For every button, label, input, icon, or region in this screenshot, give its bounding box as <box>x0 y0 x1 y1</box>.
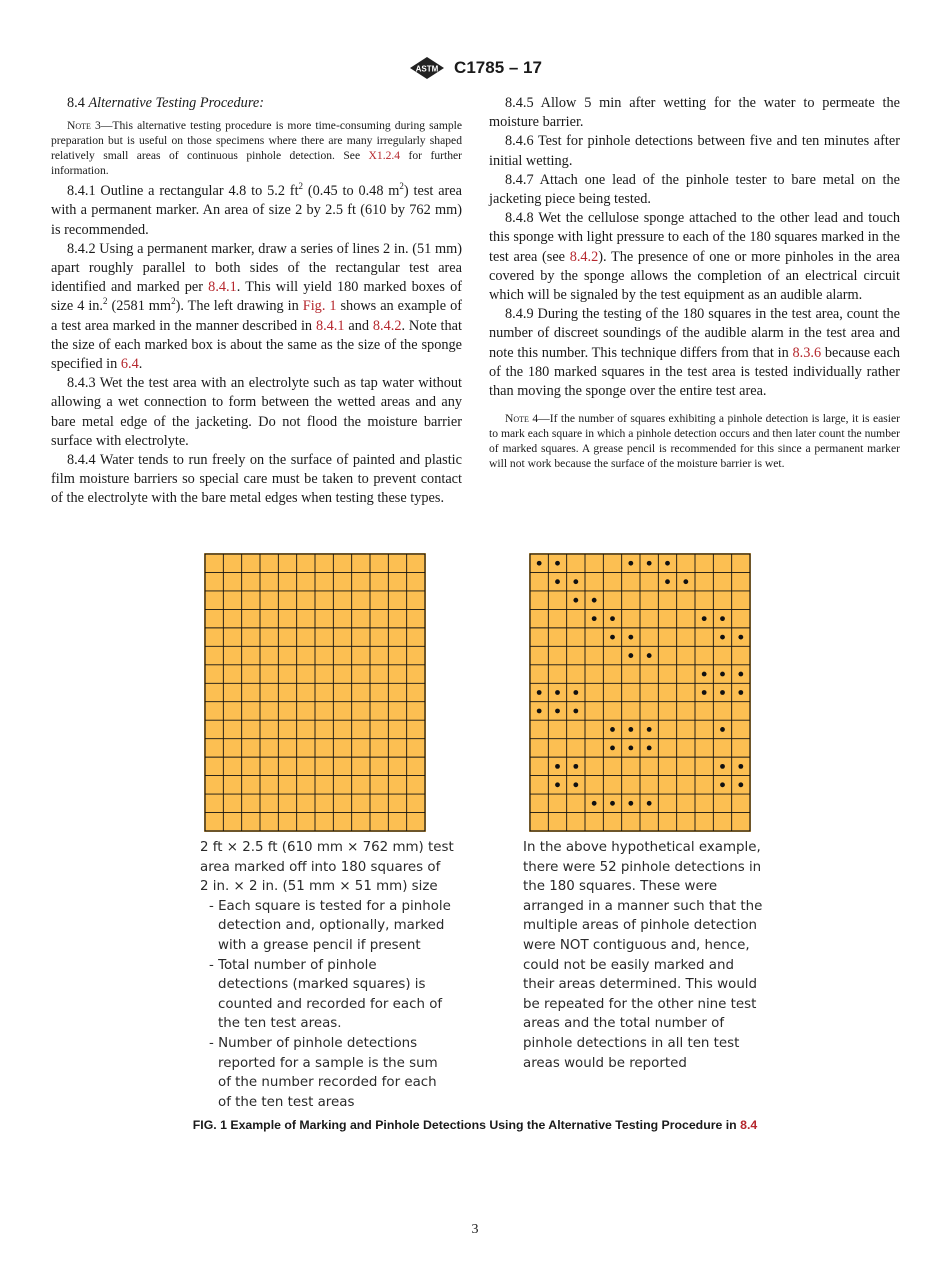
left-column <box>51 94 462 509</box>
pinhole-detection-dot <box>555 782 560 787</box>
pinhole-detection-dot <box>555 709 560 714</box>
right-caption-line: multiple areas of pinhole detection <box>523 918 758 934</box>
pinhole-detection-dot <box>573 598 578 603</box>
page-header <box>0 56 950 80</box>
left-caption-line: reported for a sample is the sum <box>218 1055 438 1071</box>
left-caption-line: the ten test areas. <box>218 1016 342 1032</box>
pinhole-detection-dot <box>720 764 725 769</box>
note-3: Note 3—This alternative testing procedure is more time-consuming during sample preparation but is useful on those specimens where there are many irregularly shaped relatively small areas of continuous pinhole detection. See X1.2.4 for further information. <box>51 119 462 178</box>
right-caption-line: In the above hypothetical example, <box>523 840 761 855</box>
pinhole-detection-dot <box>610 746 615 751</box>
pinhole-detection-dot <box>702 690 707 695</box>
pinhole-detection-dot <box>537 709 542 714</box>
pinhole-detection-dot <box>647 727 652 732</box>
pinhole-detection-dot <box>628 746 633 751</box>
pinhole-detection-dot <box>592 598 597 603</box>
left-caption-line: counted and recorded for each of <box>218 996 443 1012</box>
test-area-grid-empty <box>204 553 426 832</box>
right-caption-line: could not be easily marked and <box>523 957 734 973</box>
pinhole-detection-dot <box>573 690 578 695</box>
pinhole-detection-dot <box>665 579 670 584</box>
pinhole-detection-dot <box>720 727 725 732</box>
right-figure-caption <box>523 838 823 1073</box>
pinhole-detection-dot <box>665 561 670 566</box>
left-caption-line: detection and, optionally, marked <box>218 918 445 934</box>
pinhole-detection-dot <box>738 635 743 640</box>
link-8-4-2[interactable]: 8.4.2 <box>372 317 402 334</box>
test-area-grid-detections <box>529 553 751 832</box>
left-caption-line: 2 in. × 2 in. (51 mm × 51 mm) size <box>200 879 438 895</box>
pinhole-detection-dot <box>738 782 743 787</box>
pinhole-detection-dot <box>647 653 652 658</box>
pinhole-detection-dot <box>720 616 725 621</box>
right-caption-line: arranged in a manner such that the <box>523 898 763 914</box>
right-caption-line: areas would be reported <box>523 1055 687 1071</box>
pinhole-detection-dot <box>683 579 688 584</box>
pinhole-detection-dot <box>702 672 707 677</box>
right-column <box>489 94 900 475</box>
left-figure-caption <box>200 838 500 1112</box>
pinhole-detection-dot <box>702 616 707 621</box>
pinhole-detection-dot <box>573 764 578 769</box>
pinhole-detection-dot <box>738 764 743 769</box>
pinhole-detection-dot <box>628 561 633 566</box>
link-8-4-1[interactable]: 8.4.1 <box>208 279 237 296</box>
pinhole-detection-dot <box>720 690 725 695</box>
para-8-4-9: 8.4.9 During the testing of the 180 squares in the test area, count the number of discreet soundings of the audible alarm in the test area and note this number. This technique differs from that in 8.3.6 because each of the 180 marked squares in the test area is tested individually rather than moving the sponge over the entire test area. <box>489 306 900 400</box>
figure-1-caption: FIG. 1 Example of Marking and Pinhole Detections Using the Alternative Testing Procedure in 8.4 <box>192 1118 758 1132</box>
pinhole-detection-dot <box>555 690 560 695</box>
right-caption-line: were NOT contiguous and, hence, <box>523 937 750 953</box>
right-caption-line: the 180 squares. These were <box>523 879 718 895</box>
right-caption-line: be repeated for the other nine test <box>523 996 757 1012</box>
link-x1-2-4[interactable]: X1.2.4 <box>368 149 401 163</box>
pinhole-detection-dot <box>537 561 542 566</box>
link-8-4-1-b[interactable]: 8.4.1 <box>315 317 345 334</box>
pinhole-detection-dot <box>573 782 578 787</box>
pinhole-detection-dot <box>555 561 560 566</box>
pinhole-detection-dot <box>573 579 578 584</box>
pinhole-detection-dot <box>628 635 633 640</box>
left-caption-line: of the number recorded for each <box>218 1075 437 1091</box>
page-number: 3 <box>471 1222 479 1237</box>
pinhole-detection-dot <box>592 801 597 806</box>
pinhole-detection-dot <box>647 801 652 806</box>
pinhole-detection-dot <box>647 746 652 751</box>
right-caption-line: there were 52 pinhole detections in <box>523 859 762 875</box>
left-caption-line: with a grease pencil if present <box>218 937 421 953</box>
link-8-4-2-b[interactable]: 8.4.2 <box>569 248 599 265</box>
pinhole-detection-dot <box>720 672 725 677</box>
pinhole-detection-dot <box>647 561 652 566</box>
link-8-4-fig[interactable]: 8.4 <box>740 1118 758 1132</box>
pinhole-detection-dot <box>738 690 743 695</box>
left-caption-line: 2 ft × 2.5 ft (610 mm × 762 mm) test <box>200 840 454 855</box>
para-8-4-2: 8.4.2 Using a permanent marker, draw a series of lines 2 in. (51 mm) apart roughly parallel to both sides of the rectangular test area identified and marked per 8.4.1. This will yield 180 marked boxes of size 4 in.$^2$ (2581 $mm^2$). The left drawing in Fig. 1 shows an example of a test area marked in the manner described in 8.4.1 and 8.4.2. Note that the size of each marked box is about the same as the size of the sponge specified in 6.4. <box>51 240 462 373</box>
pinhole-detection-dot <box>592 616 597 621</box>
pinhole-detection-dot <box>537 690 542 695</box>
para-8-4-3: 8.4.3 Wet the test area with an electrolyte such as tap water without allowing a wet connection to form between the wetted areas and any bare metal edge of the jacketing. Do not flood the moisture barrier surface with electrolyte. <box>51 375 462 449</box>
pinhole-detection-dot <box>555 579 560 584</box>
astm-logo-text: ASTM <box>415 64 439 74</box>
left-caption-line: of the ten test areas <box>218 1094 355 1110</box>
astm-logo <box>408 56 446 80</box>
right-caption-line: areas and the total number of <box>523 1016 725 1032</box>
link-8-3-6[interactable]: 8.3.6 <box>792 344 822 361</box>
pinhole-detection-dot <box>610 635 615 640</box>
para-8-4-6: 8.4.6 Test for pinhole detections between five and ten minutes after initial wetting. <box>489 133 900 169</box>
left-caption-line: - Total number of pinhole <box>209 957 377 973</box>
pinhole-detection-dot <box>628 801 633 806</box>
link-6-4[interactable]: 6.4 <box>120 356 139 373</box>
pinhole-detection-dot <box>720 782 725 787</box>
left-caption-line: - Each square is tested for a pinhole <box>209 898 451 914</box>
standard-number: C1785 – 17 <box>454 58 542 77</box>
pinhole-detection-dot <box>720 635 725 640</box>
pinhole-detection-dot <box>610 801 615 806</box>
right-caption-line: pinhole detections in all ten test <box>523 1035 740 1051</box>
para-8-4-8: 8.4.8 Wet the cellulose sponge attached to the other lead and touch this sponge with light pressure to each of the 180 squares marked in the test area (see 8.4.2). The presence of one or more pinholes in the area covered by the sponge allows the completion of an electrical circuit which will be signaled by the test equipment as an audible alarm. <box>489 210 900 304</box>
pinhole-detection-dot <box>628 727 633 732</box>
pinhole-detection-dot <box>628 653 633 658</box>
para-8-4-4: 8.4.4 Water tends to run freely on the surface of painted and plastic film moisture barriers so special care must be taken to prevent contact of the electrolyte with the bare metal edges when testing these types. <box>51 452 462 507</box>
right-caption-line: their areas determined. This would <box>523 977 758 993</box>
section-8-4-heading: 8.4 Alternative Testing Procedure: <box>67 95 264 111</box>
pinhole-detection-dot <box>555 764 560 769</box>
note-4: Note 4—If the number of squares exhibiting a pinhole detection is large, it is easier to mark each square in which a pinhole detection occurs and then later count the number of marked squares. A grease pencil is recommended for this since a permanent marker will not work because the surface of the moisture barrier is wet. <box>489 412 900 471</box>
para-8-4-1: 8.4.1 Outline a rectangular 4.8 to 5.2 $ft^2$ (0.45 to 0.48 $m^2$) test area with a permanent marker. An area of size 2 by 2.5 ft (610 by 762 mm) is recommended. <box>51 181 462 238</box>
pinhole-detection-dot <box>738 672 743 677</box>
para-8-4-5: 8.4.5 Allow 5 min after wetting for the water to permeate the moisture barrier. <box>489 95 900 131</box>
left-caption-line: detections (marked squares) is <box>218 977 426 993</box>
pinhole-detection-dot <box>610 616 615 621</box>
para-8-4-7: 8.4.7 Attach one lead of the pinhole tester to bare metal on the jacketing piece being tested. <box>489 171 900 208</box>
pinhole-detection-dot <box>610 727 615 732</box>
pinhole-detection-dot <box>573 709 578 714</box>
left-caption-line: - Number of pinhole detections <box>209 1035 418 1051</box>
left-caption-line: area marked off into 180 squares of <box>200 859 441 875</box>
link-fig-1[interactable]: Fig. 1 <box>302 298 337 315</box>
